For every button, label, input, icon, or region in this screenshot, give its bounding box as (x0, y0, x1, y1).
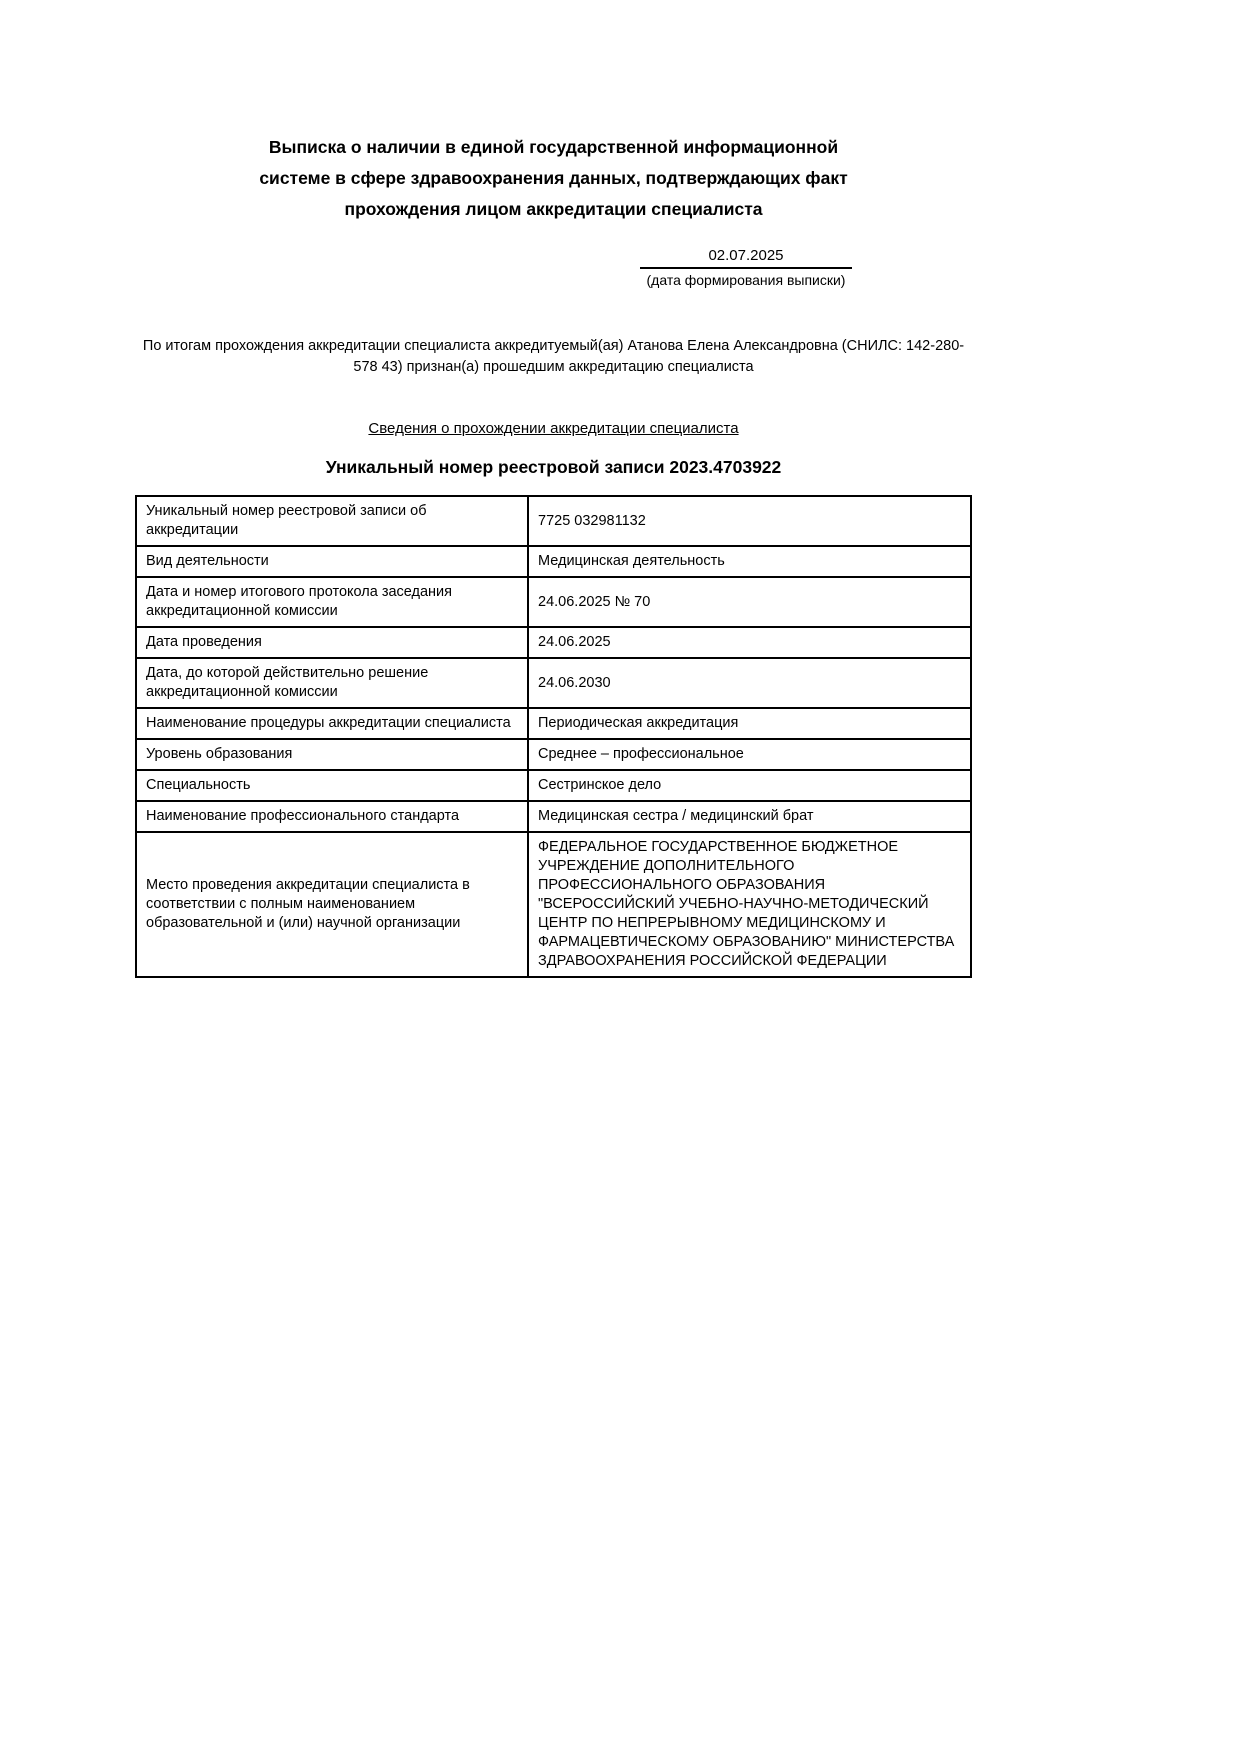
table-row (136, 770, 971, 801)
table-row (136, 546, 971, 577)
row-label: Уникальный номер реестровой записи об аккредитации (136, 496, 528, 546)
row-label: Дата, до которой действительно решение аккредитационной комиссии (136, 658, 528, 708)
document-title-line: Выписка о наличии в единой государственной информационной (268, 137, 839, 157)
document-content (135, 0, 972, 978)
row-value: Медицинская деятельность (528, 546, 971, 577)
accreditation-table (135, 495, 972, 978)
row-value: 24.06.2025 (528, 627, 971, 658)
row-label: Наименование процедуры аккредитации специалиста (136, 708, 528, 739)
table-row (136, 496, 971, 546)
row-value: Сестринское дело (528, 770, 971, 801)
row-label: Уровень образования (136, 739, 528, 770)
row-value: 24.06.2025 № 70 (528, 577, 971, 627)
document-title-line: системе в сфере здравоохранения данных, подтверждающих факт (259, 168, 848, 188)
row-label: Специальность (136, 770, 528, 801)
row-label: Дата и номер итогового протокола заседания аккредитационной комиссии (136, 577, 528, 627)
row-label: Вид деятельности (136, 546, 528, 577)
document-title-line: прохождения лицом аккредитации специалиста (344, 199, 763, 219)
row-label: Дата проведения (136, 627, 528, 658)
row-label: Наименование профессионального стандарта (136, 801, 528, 832)
row-value: ФЕДЕРАЛЬНОЕ ГОСУДАРСТВЕННОЕ БЮДЖЕТНОЕ УЧРЕЖДЕНИЕ ДОПОЛНИТЕЛЬНОГО ПРОФЕССИОНАЛЬНОГО ОБРАЗОВАНИЯ "ВСЕРОССИЙСКИЙ УЧЕБНО-НАУЧНО-МЕТОДИЧЕСКИЙ ЦЕНТР ПО НЕПРЕРЫВНОМУ МЕДИЦИНСКОМУ И ФАРМАЦЕВТИЧЕСКОМУ ОБРАЗОВАНИЮ" МИНИСТЕРСТВА ЗДРАВООХРАНЕНИЯ РОССИЙСКОЙ ФЕДЕРАЦИИ (528, 832, 971, 977)
document-title (135, 132, 972, 225)
extract-date: 02.07.2025 (640, 247, 852, 269)
extract-date-block (640, 247, 852, 288)
row-value: Медицинская сестра / медицинский брат (528, 801, 971, 832)
row-value: Среднее – профессиональное (528, 739, 971, 770)
registry-number-heading: Уникальный номер реестровой записи 2023.4703922 (325, 457, 782, 477)
row-value: Периодическая аккредитация (528, 708, 971, 739)
section-heading: Сведения о прохождении аккредитации специалиста (368, 420, 739, 437)
table-row (136, 801, 971, 832)
table-row (136, 627, 971, 658)
row-label: Место проведения аккредитации специалиста в соответствии с полным наименованием образовательной и (или) научной организации (136, 832, 528, 977)
row-value: 7725 032981132 (528, 496, 971, 546)
table-row (136, 832, 971, 977)
table-row (136, 658, 971, 708)
table-row (136, 739, 971, 770)
intro-paragraph: По итогам прохождения аккредитации специалиста аккредитуемый(ая) Атанова Елена Александровна (СНИЛС: 142-280-578 43) признан(а) прошедшим аккредитацию специалиста (142, 338, 965, 375)
table-row (136, 577, 971, 627)
table-row (136, 708, 971, 739)
extract-date-caption: (дата формирования выписки) (646, 272, 846, 288)
row-value: 24.06.2030 (528, 658, 971, 708)
